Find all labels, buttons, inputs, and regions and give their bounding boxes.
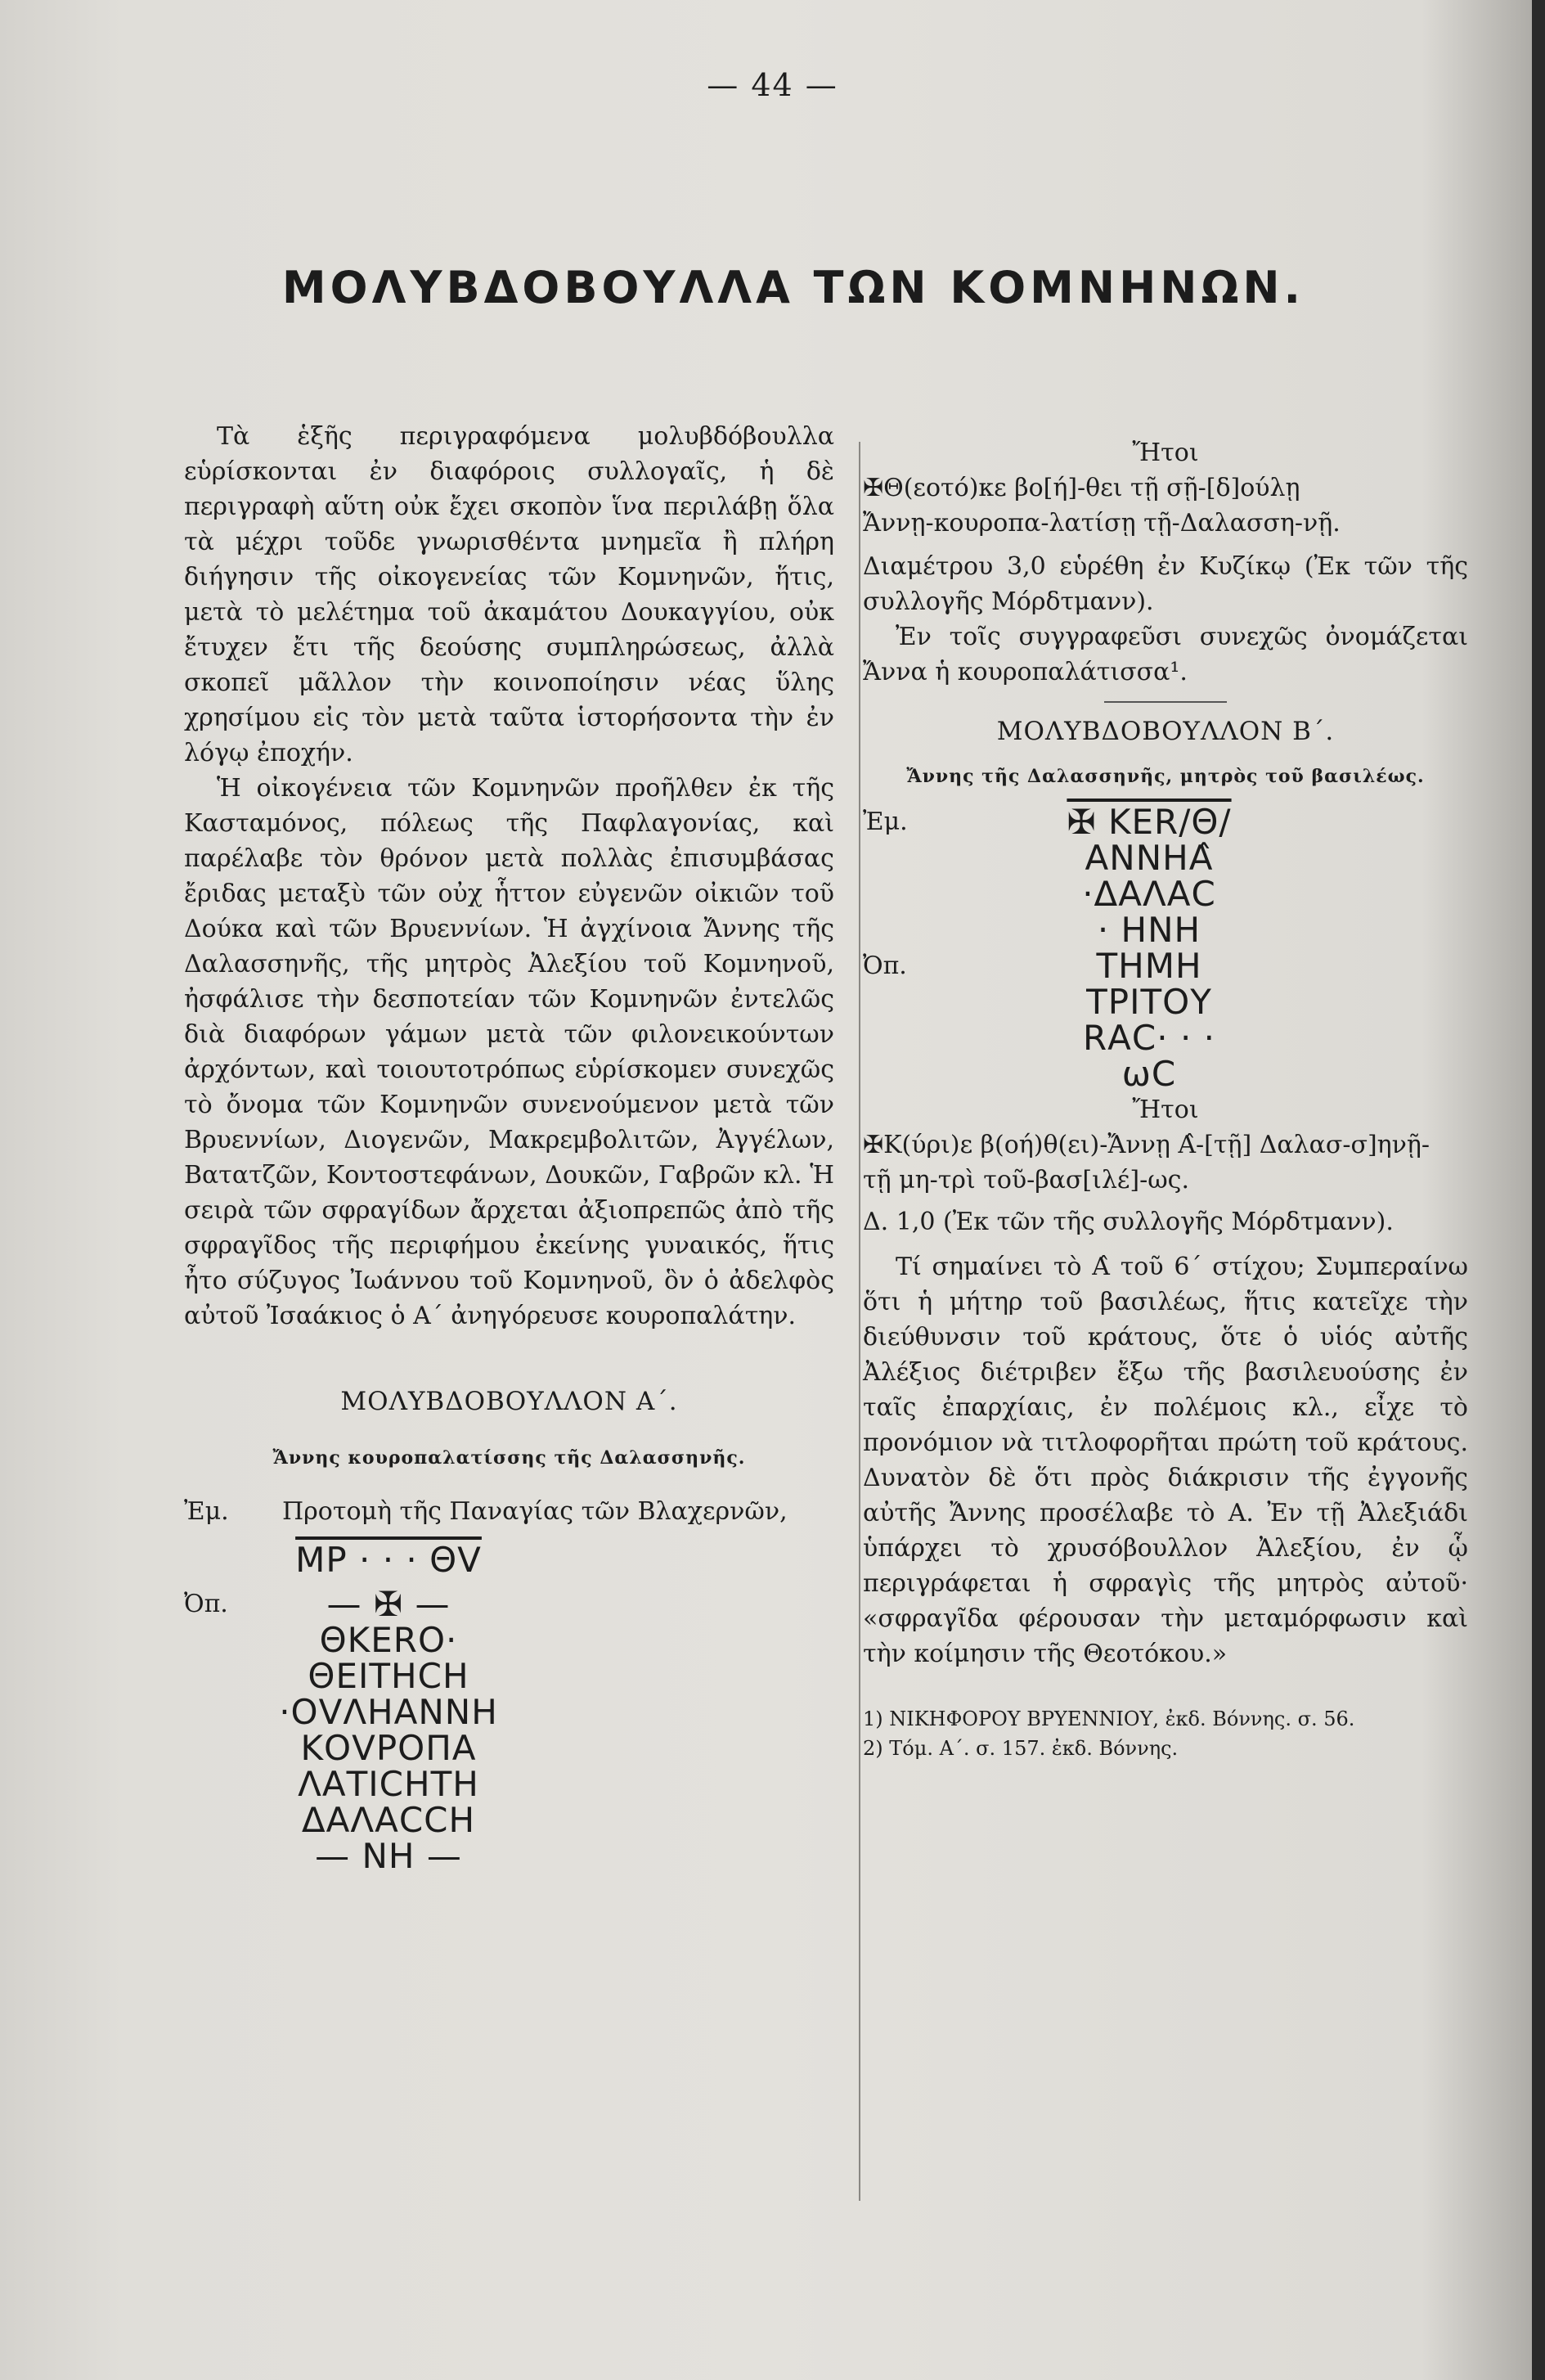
left-column <box>184 419 834 1874</box>
seal-b-reverse <box>863 948 1468 1092</box>
seal-a-note: Διαμέτρου 3,0 εὑρέθη ἐν Κυζίκῳ (Ἐκ τῶν τῆς συλλογῆς Μόρδτμανν). <box>863 552 1468 616</box>
inscription-line: ΔΑΛΑCCΗ <box>301 1800 476 1840</box>
transcription-line: ✠Κ(ύρι)ε β(οή)θ(ει)-Ἄννῃ Α̂-[τῇ] Δαλασ-σ]ηνῇ- <box>863 1131 1430 1159</box>
inscription-line: — ✠ — <box>326 1584 451 1624</box>
page-title: ΜΟΛΥΒΔΟΒΟΥΛΛΑ ΤΩΝ ΚΟΜΝΗΝΩΝ. <box>281 262 1305 313</box>
seal-b-obverse <box>863 804 1468 948</box>
inscription-line: · ΗΝΗ <box>1097 910 1201 950</box>
right-column <box>863 435 1468 1763</box>
inscription-line: ΘΚΕRΟ· <box>319 1620 458 1660</box>
book-edge <box>1532 0 1545 2380</box>
inscription-line: ✠ ΚΕR/Θ/ <box>1067 802 1232 842</box>
inscription-line: ΤΡΙΤΟΥ <box>1086 982 1212 1022</box>
inscription-line: ΛΑΤΙCΗΤΗ <box>298 1764 479 1804</box>
seal-a-subtitle: Ἄννης κουροπαλατίσσης τῆς Δαλασσηνῆς. <box>272 1447 746 1469</box>
obverse-description: Προτομὴ τῆς Παναγίας τῶν Βλαχερνῶν, <box>282 1497 788 1526</box>
footnote: 2) Τόμ. Α΄. σ. 157. ἐκδ. Βόννης. <box>863 1737 1179 1760</box>
seal-a-heading: ΜΟΛΥΒΔΟΒΟΥΛΛΟΝ Α΄. <box>340 1387 678 1416</box>
inscription-line: ΘΕΙΤΗCΗ <box>308 1656 469 1696</box>
inscription-line: ΚΟVΡΟΠΑ <box>300 1728 477 1768</box>
obverse-label: Ἐμ. <box>184 1497 229 1526</box>
inscription-line: ωC <box>1121 1054 1177 1094</box>
footnote: 1) ΝΙΚΗΦΟΡΟΥ ΒΡΥΕΝΝΙΟΥ, ἐκδ. Βόννης. σ. 56. <box>863 1707 1355 1730</box>
transcription-line: τῇ μη-τρὶ τοῦ-βασ[ιλέ]-ως. <box>863 1166 1190 1194</box>
intro-paragraph: Τὰ ἑξῆς περιγραφόμενα μολυβδόβουλλα εὑρίσκονται ἐν διαφόροις συλλογαῖς, ἡ δὲ περιγραφὴ αὕτη οὐκ ἔχει σκοπὸν ἵνα περιλάβῃ ὅλα τὰ μέχρι τοῦδε γνωρισθέντα μνημεῖα ἢ πλήρη διήγησιν τῆς οἰκογενείας τῶν Κομνηνῶν, ἥτις, μετὰ τὸ μελέτημα τοῦ ἀκαμάτου Δουκαγγίου, οὐκ ἔτυχεν ἔτι τῆς δεούσης συμπληρώσεως, ἀλλὰ σκοπεῖ μᾶλλον τὴν κοινοποίησιν νέας ὕλης χρησίμου εἰς τὸν μετὰ ταῦτα ἱστορήσοντα τὴν ἐν λόγῳ ἐποχήν. <box>184 422 834 767</box>
reverse-inscription <box>977 948 1321 1092</box>
seal-b-heading: ΜΟΛΥΒΔΟΒΟΥΛΛΟΝ Β΄. <box>996 717 1335 746</box>
column-divider <box>859 442 860 2201</box>
htoi-label: Ἤτοι <box>1132 439 1199 467</box>
seal-a-note: Ἐν τοῖς συγγραφεῦσι συνεχῶς ὀνομάζεται Ἄννα ἡ κουροπαλάτισσα¹. <box>863 623 1468 686</box>
inscription-line: ·ΟVΛΗΑΝΝΗ <box>279 1692 498 1732</box>
htoi-label: Ἤτοι <box>1132 1096 1199 1124</box>
inscription-line: ΤΗΜΗ <box>1096 946 1202 986</box>
reverse-label: Ὀπ. <box>184 1590 228 1618</box>
section-rule <box>1104 701 1227 703</box>
inscription-line: — ΝΗ — <box>315 1836 462 1876</box>
seal-b-note: Δ. 1,0 (Ἐκ τῶν τῆς συλλογῆς Μόρδτμανν). <box>863 1208 1394 1236</box>
inscription-line: ·ΔΑΛΑC <box>1082 874 1216 914</box>
reverse-inscription <box>209 1586 568 1874</box>
page-number: — 44 — <box>707 67 838 103</box>
inscription-line: RΑC· · · <box>1083 1018 1215 1058</box>
seal-a-reverse <box>184 1586 834 1874</box>
transcription-line: ✠Θ(εοτό)κε βο[ή]-θει τῇ σῇ-[δ]ούλῃ <box>863 474 1300 502</box>
transcription-line: Ἄννῃ-κουροπα-λατίσῃ τῇ-Δαλασση-νῇ. <box>863 509 1341 538</box>
obverse-inscription: ΜΡ · · · ΘV <box>295 1540 482 1580</box>
obverse-inscription <box>977 804 1321 948</box>
history-paragraph: Ἡ οἰκογένεια τῶν Κομνηνῶν προῆλθεν ἐκ τῆς Κασταμόνος, πόλεως τῆς Παφλαγονίας, καὶ παρέλαβε τὸν θρόνον μετὰ πολλὰς ἐπισυμβάσας ἔριδας μεταξὺ τῶν οὐχ ἧττον εὐγενῶν οἰκιῶν τοῦ Δούκα καὶ τῶν Βρυεννίων. Ἡ ἀγχίνοια Ἄννης τῆς Δαλασσηνῆς, τῆς μητρὸς Ἀλεξίου τοῦ Κομνηνοῦ, ἠσφάλισε τὴν δεσποτείαν τῶν Κομνηνῶν ἐντελῶς διὰ διαφόρων γάμων μετὰ τῶν φιλονεικούντων ἀρχόντων, καὶ τοιουτοτρόπως εὑρίσκομεν συνεχῶς τὸ ὄνομα τῶν Κομνηνῶν συνενούμενον μετὰ τῶν Βρυεννίων, Διογενῶν, Μακρεμβολιτῶν, Ἀγγέλων, Βατατζῶν, Κοντοστεφάνων, Δουκῶν, Γαβρῶν κλ. Ἡ σειρὰ τῶν σφραγίδων ἄρχεται ἀξιοπρεπῶς ἀπὸ τῆς σφραγῖδος τῆς περιφήμου ἐκείνης γυναικός, ἥτις ἦτο σύζυγος Ἰωάννου τοῦ Κομνηνοῦ, ὃν ὁ ἀδελφὸς αὐτοῦ Ἰσαάκιος ὁ Α΄ ἀνηγόρευσε κουροπαλάτην. <box>184 774 834 1330</box>
discussion-paragraph: Τί σημαίνει τὸ Α̂ τοῦ 6΄ στίχου; Συμπεραίνω ὅτι ἡ μήτηρ τοῦ βασιλέως, ἥτις κατεῖχε τὴν διεύθυνσιν τοῦ κράτους, ὅτε ὁ υἱός αὐτῆς Ἀλέξιος διέτριβεν ἔξω τῆς βασιλευούσης ἐν ταῖς ἐπαρχίαις, ἐν πολέμοις κλ., εἶχε τὸ προνόμιον νὰ τιτλοφορῆται πρώτη τοῦ κράτους. Δυνατὸν δὲ ὅτι πρὸς διάκρισιν τῆς ἐγγονῆς αὐτῆς Ἄννης προσέλαβε τὸ Α. Ἐν τῇ Ἀλεξιάδι ὑπάρχει τὸ χρυσόβουλλον Ἀλεξίου, ἐν ᾧ περιγράφεται ἡ σφραγὶς τῆς μητρὸς αὐτοῦ· «σφραγῖδα φέρουσαν τὴν μεταμόρφωσιν καὶ τὴν κοίμησιν τῆς Θεοτόκου.» <box>863 1253 1468 1668</box>
obverse-label: Ἐμ. <box>863 808 908 836</box>
seal-a-obverse <box>184 1494 834 1529</box>
inscription-line: ΑΝΝΗΑ̂ <box>1085 838 1214 878</box>
seal-b-subtitle: Ἄννης τῆς Δαλασσηνῆς, μητρὸς τοῦ βασιλέως. <box>906 766 1425 787</box>
reverse-label: Ὀπ. <box>863 952 907 980</box>
